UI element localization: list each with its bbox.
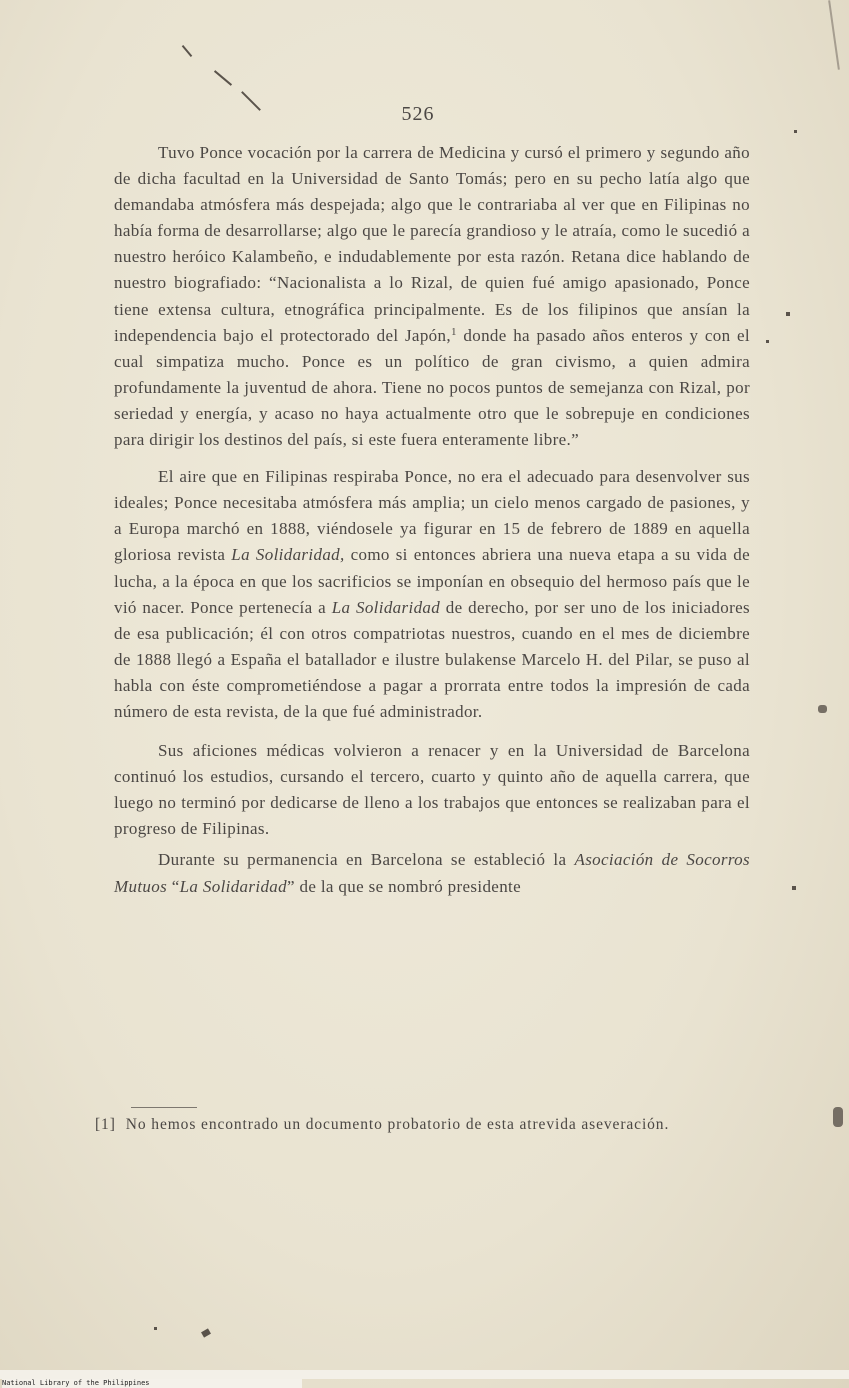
paragraph-1 (114, 140, 750, 453)
stray-mark (828, 0, 840, 70)
stray-mark (214, 70, 232, 86)
paragraph-1-text: Tuvo Ponce vocación por la carrera de Medicina y cursó el primero y segundo año de dicha facultad en la Universidad de Santo Tomás; pero en su pecho latía algo que demandaba atmósfera más despejada; algo que le contrariaba al ver que en Filipinas no había forma de desarrollarse; algo que le parecía grandioso y le atraía, como le sucedió a nuestro heróico Kalambeño, e indudablemente por esta razón. Retana dice hablando de nuestro biografiado: “Nacionalista a lo Rizal, de quien fué amigo apasionado, Ponce tiene extensa cultura, etnográfica principalmente. Es de los filipinos que ansían la independencia bajo el protectorado del Japón, (114, 143, 750, 345)
page-bottom-edge (0, 1370, 849, 1379)
publication-title: La Solidaridad (331, 597, 441, 617)
stray-mark (766, 340, 769, 343)
stray-mark (792, 886, 796, 890)
publication-title: La Solidaridad (179, 876, 287, 896)
paragraph-4 (114, 847, 750, 899)
paragraph-2-text: El aire que en Filipinas respiraba Ponce, no era el adecuado para desenvolver sus ideales; Ponce necesitaba atmósfera más amplia; un cielo menos cargado de pasiones, y a Europa marchó en 1888, viéndosele ya figurar en 15 de febrero de 1889 en aquella gloriosa revista (114, 467, 750, 565)
stray-mark (182, 45, 193, 57)
footnote-marker: [1] (95, 1116, 116, 1133)
footnote-divider (131, 1107, 197, 1108)
paragraph-3: Sus aficiones médicas volvieron a renacer y en la Universidad de Barcelona continuó los estudios, cursando el tercero, cuarto y quinto año de aquella carrera, que luego no terminó por dedicarse de lleno a los trabajos que entonces se realizaban para el progreso de Filipinas. (114, 741, 750, 839)
paragraph-2-text: como si entonces abriera una nueva etapa a su vida de lucha, a la época en que los sacrificios se imponían en obsequio del hermoso país que le vió nacer. Ponce pertenecía a (114, 545, 750, 617)
paragraph-1-continuation: donde ha pasado años enteros y con el cual simpatiza mucho. Ponce es un político de gran civismo, a quien admira profundamente la juventud de ahora. Tiene no pocos puntos de semejanza con Rizal, por seriedad y energía, y acaso no haya actualmente otro que le sobrepuje en condiciones para dirigir los destinos del país, si este fuera enteramente libre.” (114, 325, 750, 450)
association-name: Asociación de Socorros Mutuos (114, 850, 750, 896)
footnote (95, 1115, 750, 1134)
paragraph-4-text: Durante su permanencia en Barcelona se estableció la (158, 850, 575, 870)
footnote-reference: 1 (450, 325, 457, 338)
paragraph-2-text: de derecho, por ser uno de los iniciadores de esa publicación; él con otros compatriotas nuestros, cuando en el mes de diciembre de 1888 llegó a España el batallador e ilustre bulakense Marcelo H. del Pilar, se puso al habla con éste comprometiéndose a pagar a prorrata entre todos la impresión de cada número de esta revista, de la que fué administrador. (114, 597, 751, 721)
stray-mark (786, 312, 790, 316)
publication-title: La Solidaridad, (231, 545, 345, 565)
stray-mark (818, 705, 827, 713)
footer-credit: National Library of the Philippines (2, 1379, 302, 1388)
stray-mark (154, 1327, 157, 1330)
paragraph-4-text: “ (167, 876, 180, 896)
footnote-text: No hemos encontrado un documento probatorio de esta atrevida aseveración. (125, 1116, 670, 1133)
paragraph-4-text: ” de la que se nombró presidente (287, 876, 522, 896)
body-text (114, 140, 750, 900)
stray-mark (833, 1107, 843, 1127)
page-number: 526 (401, 103, 435, 125)
stray-mark (794, 130, 797, 133)
stray-mark (241, 91, 261, 111)
stray-mark (201, 1328, 211, 1337)
paragraph-2 (114, 464, 750, 725)
